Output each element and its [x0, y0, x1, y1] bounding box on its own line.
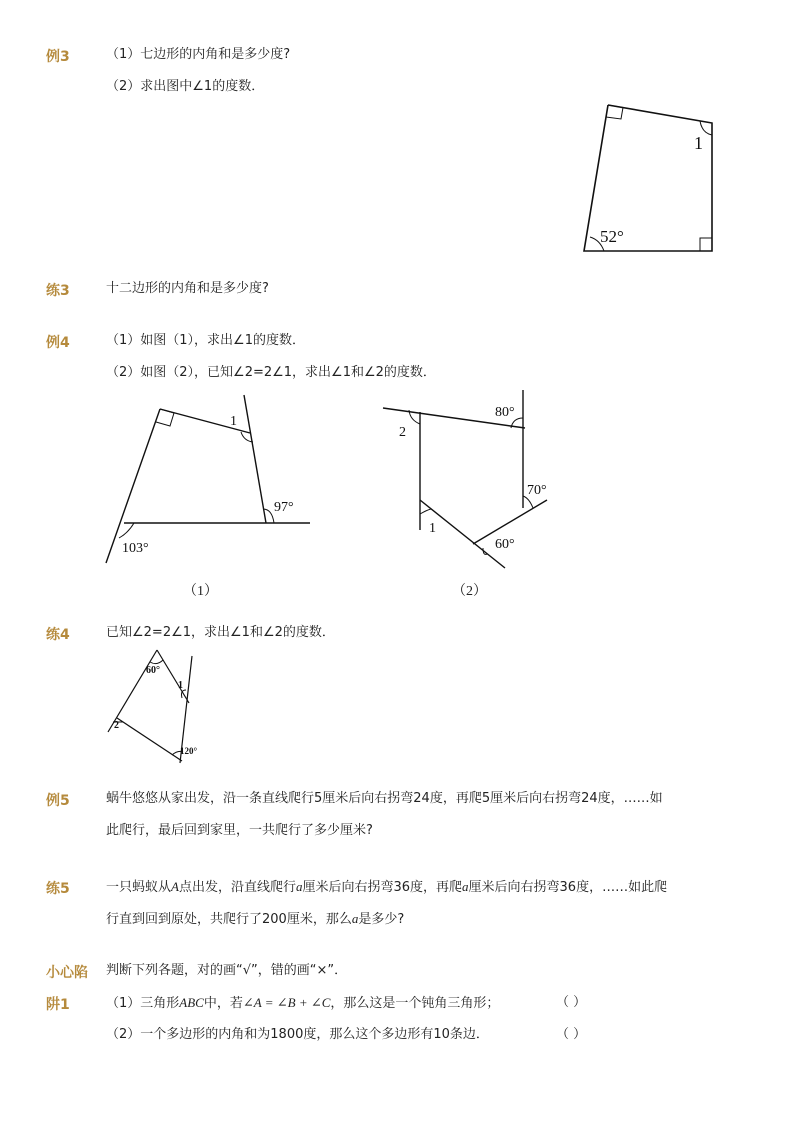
text-d: 厘米后向右拐弯36度，……如此爬 — [468, 880, 668, 895]
line-left — [106, 409, 160, 563]
text-a: 一只蚂蚁从 — [106, 880, 172, 895]
var-a: a — [295, 879, 303, 894]
angle-1-label: 1 — [694, 133, 703, 153]
trap-1-q2-answer-paren[interactable]: （ ） — [556, 1027, 587, 1042]
practice-4-figure — [100, 648, 220, 766]
angle-80-label: 80° — [495, 405, 515, 420]
trap-instructions: 判断下列各题，对的画“√”，错的画“×”． — [106, 963, 348, 978]
var-a-2: a — [462, 879, 469, 894]
angle-103-arc — [119, 523, 134, 538]
text-b: 点出发，沿直线爬行 — [178, 880, 296, 895]
example-4-figure-1 — [100, 395, 320, 575]
practice-3-tag: 练3 — [46, 283, 70, 299]
angle-60-label: 60° — [495, 537, 515, 552]
practice-4-tag: 练4 — [46, 627, 70, 643]
text-f: 是多少? — [358, 912, 405, 927]
angle-70-label: 70° — [527, 483, 547, 498]
practice-4-question: 已知∠2=2∠1，求出∠1和∠2的度数． — [106, 625, 335, 640]
q1-text-b: 中，若 — [203, 996, 243, 1011]
example-4-q1: （1）如图（1），求出∠1的度数． — [106, 333, 305, 348]
example-3-tag: 例3 — [46, 49, 70, 65]
angle-97-label: 97° — [274, 500, 294, 515]
right-angle-mark-top — [606, 105, 623, 119]
example-3-figure — [570, 95, 730, 260]
trap-1-q1 — [106, 994, 499, 1013]
example-5-tag: 例5 — [46, 793, 70, 809]
line-right-ext — [244, 395, 266, 523]
angle-103-label: 103° — [122, 541, 149, 556]
example-4-q2: （2）如图（2），已知∠2=2∠1，求出∠1和∠2的度数． — [106, 365, 436, 380]
example-5-line-1: 蜗牛悠悠从家出发，沿一条直线爬行5厘米后向右拐弯24度，再爬5厘米后向右拐弯24度，……如 — [106, 791, 663, 806]
trap-tag: 小心陷 — [46, 965, 88, 981]
practice-3-question: 十二边形的内角和是多少度? — [106, 281, 269, 296]
var-a-3: a — [351, 911, 359, 926]
angle-1-label: 1 — [429, 521, 436, 536]
practice-5-line-2 — [106, 910, 404, 929]
q1-text-a: （1）三角形 — [106, 996, 180, 1011]
example-3-q1: （1）七边形的内角和是多少度? — [106, 47, 291, 62]
angle-1-label: 1 — [178, 680, 183, 691]
angle-2-label: 2 — [114, 720, 119, 731]
angle-60-arc — [150, 660, 163, 664]
trap-1-q1-answer-paren[interactable]: （ ） — [556, 995, 587, 1010]
practice-5-line-1 — [106, 878, 667, 897]
trap-1-tag: 阱1 — [46, 997, 70, 1013]
trap-1-q2: （2）一个多边形的内角和为1800度，那么这个多边形有10条边． — [106, 1027, 489, 1042]
right-angle-mark-bottom — [700, 238, 712, 251]
angle-2-label: 2 — [399, 425, 406, 440]
q1-expression: ∠A = ∠B + ∠C — [242, 995, 331, 1010]
figure-1-caption: （1） — [183, 584, 218, 599]
example-3-q2: （2）求出图中∠1的度数． — [106, 79, 265, 94]
angle-120-label: 120° — [180, 746, 198, 756]
var-A: A — [171, 879, 179, 894]
q1-abc: ABC — [179, 995, 204, 1010]
angle-1-label: 1 — [230, 414, 237, 429]
q1-text-c: ，那么这是一个钝角三角形； — [330, 996, 500, 1011]
text-c: 厘米后向右拐弯36度，再爬 — [302, 880, 463, 895]
figure-2-caption: （2） — [452, 584, 487, 599]
example-4-tag: 例4 — [46, 335, 70, 351]
example-4-figure-2 — [375, 388, 565, 573]
example-5-line-2: 此爬行，最后回到家里，一共爬行了多少厘米? — [106, 823, 373, 838]
angle-60-label: 60° — [146, 665, 160, 676]
text-e: 行直到回到原处，共爬行了200厘米，那么 — [106, 912, 352, 927]
angle-52-label: 52° — [600, 227, 624, 246]
practice-5-tag: 练5 — [46, 881, 70, 897]
line-top — [157, 650, 189, 703]
angle-1-arc — [420, 509, 431, 514]
